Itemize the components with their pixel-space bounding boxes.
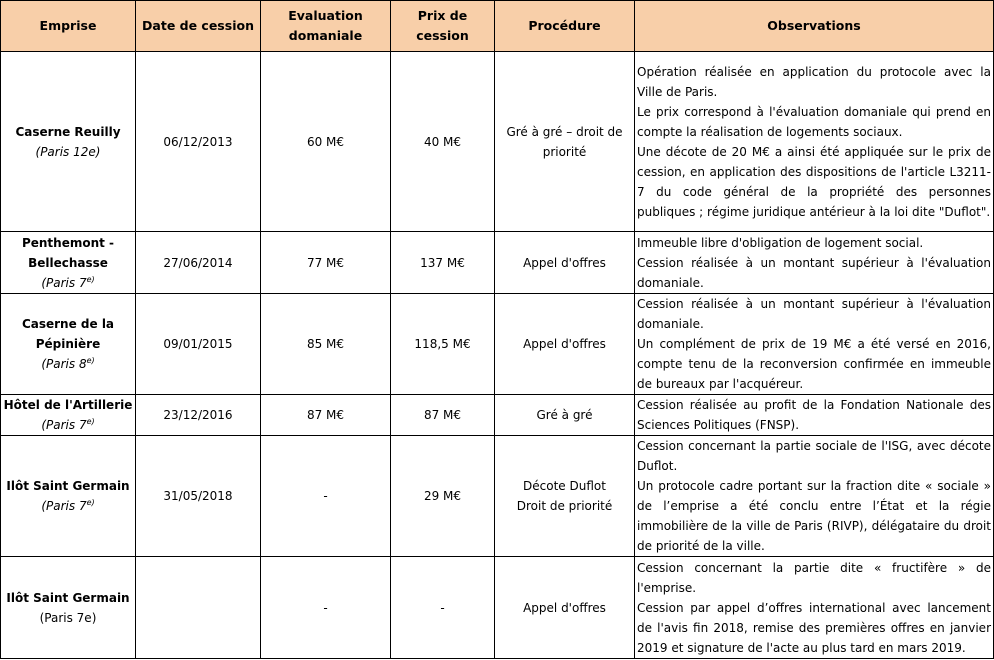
observations-cell (635, 52, 994, 232)
prix-cell: 29 M€ (391, 436, 495, 557)
procedure-cell (495, 436, 635, 557)
observation-paragraph: Cession concernant la partie dite « fructifère » de l'emprise. (637, 560, 991, 595)
observation-paragraph: Cession réalisée à un montant supérieur à l'évaluation domaniale. (637, 297, 991, 331)
header-procedure: Procédure (495, 1, 635, 52)
procedure-cell: Appel d'offres (495, 557, 635, 659)
procedure-cell: Gré à gré (495, 395, 635, 436)
header-observations: Observations (635, 1, 994, 52)
emprise-name: Hôtel de l'Artillerie (3, 398, 133, 412)
table-row (1, 395, 994, 436)
observations-cell (635, 395, 994, 436)
emprise-cell (1, 395, 136, 436)
table-row (1, 232, 994, 294)
observations-cell (635, 232, 994, 294)
evaluation-cell: 87 M€ (261, 395, 391, 436)
emprise-cell (1, 557, 136, 659)
observations-cell (635, 557, 994, 659)
date-cell: 06/12/2013 (136, 52, 261, 232)
observations-cell (635, 294, 994, 395)
header-date: Date de cession (136, 1, 261, 52)
evaluation-cell: - (261, 436, 391, 557)
observation-paragraph: Un complément de prix de 19 M€ a été versé en 2016, compte tenu de la reconversion confirmée en immeuble de bureaux par l'acquéreur. (637, 337, 991, 391)
table-row (1, 294, 994, 395)
date-cell (136, 557, 261, 659)
table-row (1, 52, 994, 232)
prix-cell: 118,5 M€ (391, 294, 495, 395)
date-cell: 09/01/2015 (136, 294, 261, 395)
observation-paragraph: Cession par appel d’offres international avec lancement de l'avis fin 2018, remise des premières offres en janvier 2019 et signature de l'acte au plus tard en mars 2019. (637, 600, 991, 655)
procedure-cell: Appel d'offres (495, 294, 635, 395)
table-row (1, 557, 994, 659)
evaluation-cell: 85 M€ (261, 294, 391, 395)
emprise-name: Caserne de la Pépinière (21, 317, 115, 351)
observation-paragraph: Cession réalisée au profit de la Fondation Nationale des Sciences Politiques (FNSP). (637, 398, 991, 432)
observation-paragraph: Un protocole cadre portant sur la fraction dite « sociale » de l’emprise a été conclu entre l’État et la régie immobilière de la ville de Paris (RIVP), délégataire du droit de priorité de la ville. (637, 479, 991, 553)
header-evaluation: Evaluation domaniale (261, 1, 391, 52)
observation-paragraph: Une décote de 20 M€ a ainsi été appliquée sur le prix de cession, en application des dispositions de l'article L3211-7 du code général de la propriété des personnes publiques ; régime juridique antérieur à la loi dite "Duflot". (637, 144, 991, 219)
emprise-cell (1, 232, 136, 294)
observations-cell (635, 436, 994, 557)
observation-paragraph: Cession réalisée à un montant supérieur à l'évaluation domaniale. (637, 255, 991, 290)
date-cell: 31/05/2018 (136, 436, 261, 557)
emprise-cell (1, 436, 136, 557)
observation-paragraph: Immeuble libre d'obligation de logement social. (637, 235, 924, 250)
evaluation-cell: 77 M€ (261, 232, 391, 294)
header-emprise: Emprise (1, 1, 136, 52)
observation-paragraph: Cession concernant la partie sociale de l'ISG, avec décote Duflot. (637, 439, 991, 473)
emprise-location: (Paris 7$^{e)}$ (41, 498, 95, 513)
emprise-location: (Paris 12e) (35, 144, 101, 159)
procedure-line: Décote Duflot (523, 479, 606, 493)
table-row (1, 436, 994, 557)
header-row (1, 1, 994, 52)
procedure-line: Droit de priorité (516, 499, 613, 513)
emprise-cell (1, 52, 136, 232)
date-cell: 27/06/2014 (136, 232, 261, 294)
emprise-location: (Paris 8$^{e)}$ (41, 356, 95, 371)
prix-cell: 137 M€ (391, 232, 495, 294)
emprise-location: (Paris 7$^{e)}$ (41, 274, 95, 290)
emprise-location: (Paris 7e) (39, 610, 97, 625)
emprise-name: Caserne Reuilly (15, 124, 121, 139)
header-prix: Prix de cession (391, 1, 495, 52)
evaluation-cell: 60 M€ (261, 52, 391, 232)
emprise-name: Ilôt Saint Germain (6, 479, 130, 493)
observation-paragraph: Le prix correspond à l'évaluation domaniale qui prend en compte la réalisation de logements sociaux. (637, 104, 991, 139)
emprise-name: Ilôt Saint Germain (6, 590, 130, 605)
emprise-name: Penthemont - Bellechasse (21, 235, 115, 270)
prix-cell: 87 M€ (391, 395, 495, 436)
prix-cell: - (391, 557, 495, 659)
emprise-cell (1, 294, 136, 395)
date-cell: 23/12/2016 (136, 395, 261, 436)
procedure-cell: Appel d'offres (495, 232, 635, 294)
observation-paragraph: Opération réalisée en application du protocole avec la Ville de Paris. (637, 64, 991, 99)
procedure-cell: Gré à gré – droit de priorité (495, 52, 635, 232)
prix-cell: 40 M€ (391, 52, 495, 232)
evaluation-cell: - (261, 557, 391, 659)
emprise-location: (Paris 7$^{e)}$ (41, 417, 95, 432)
